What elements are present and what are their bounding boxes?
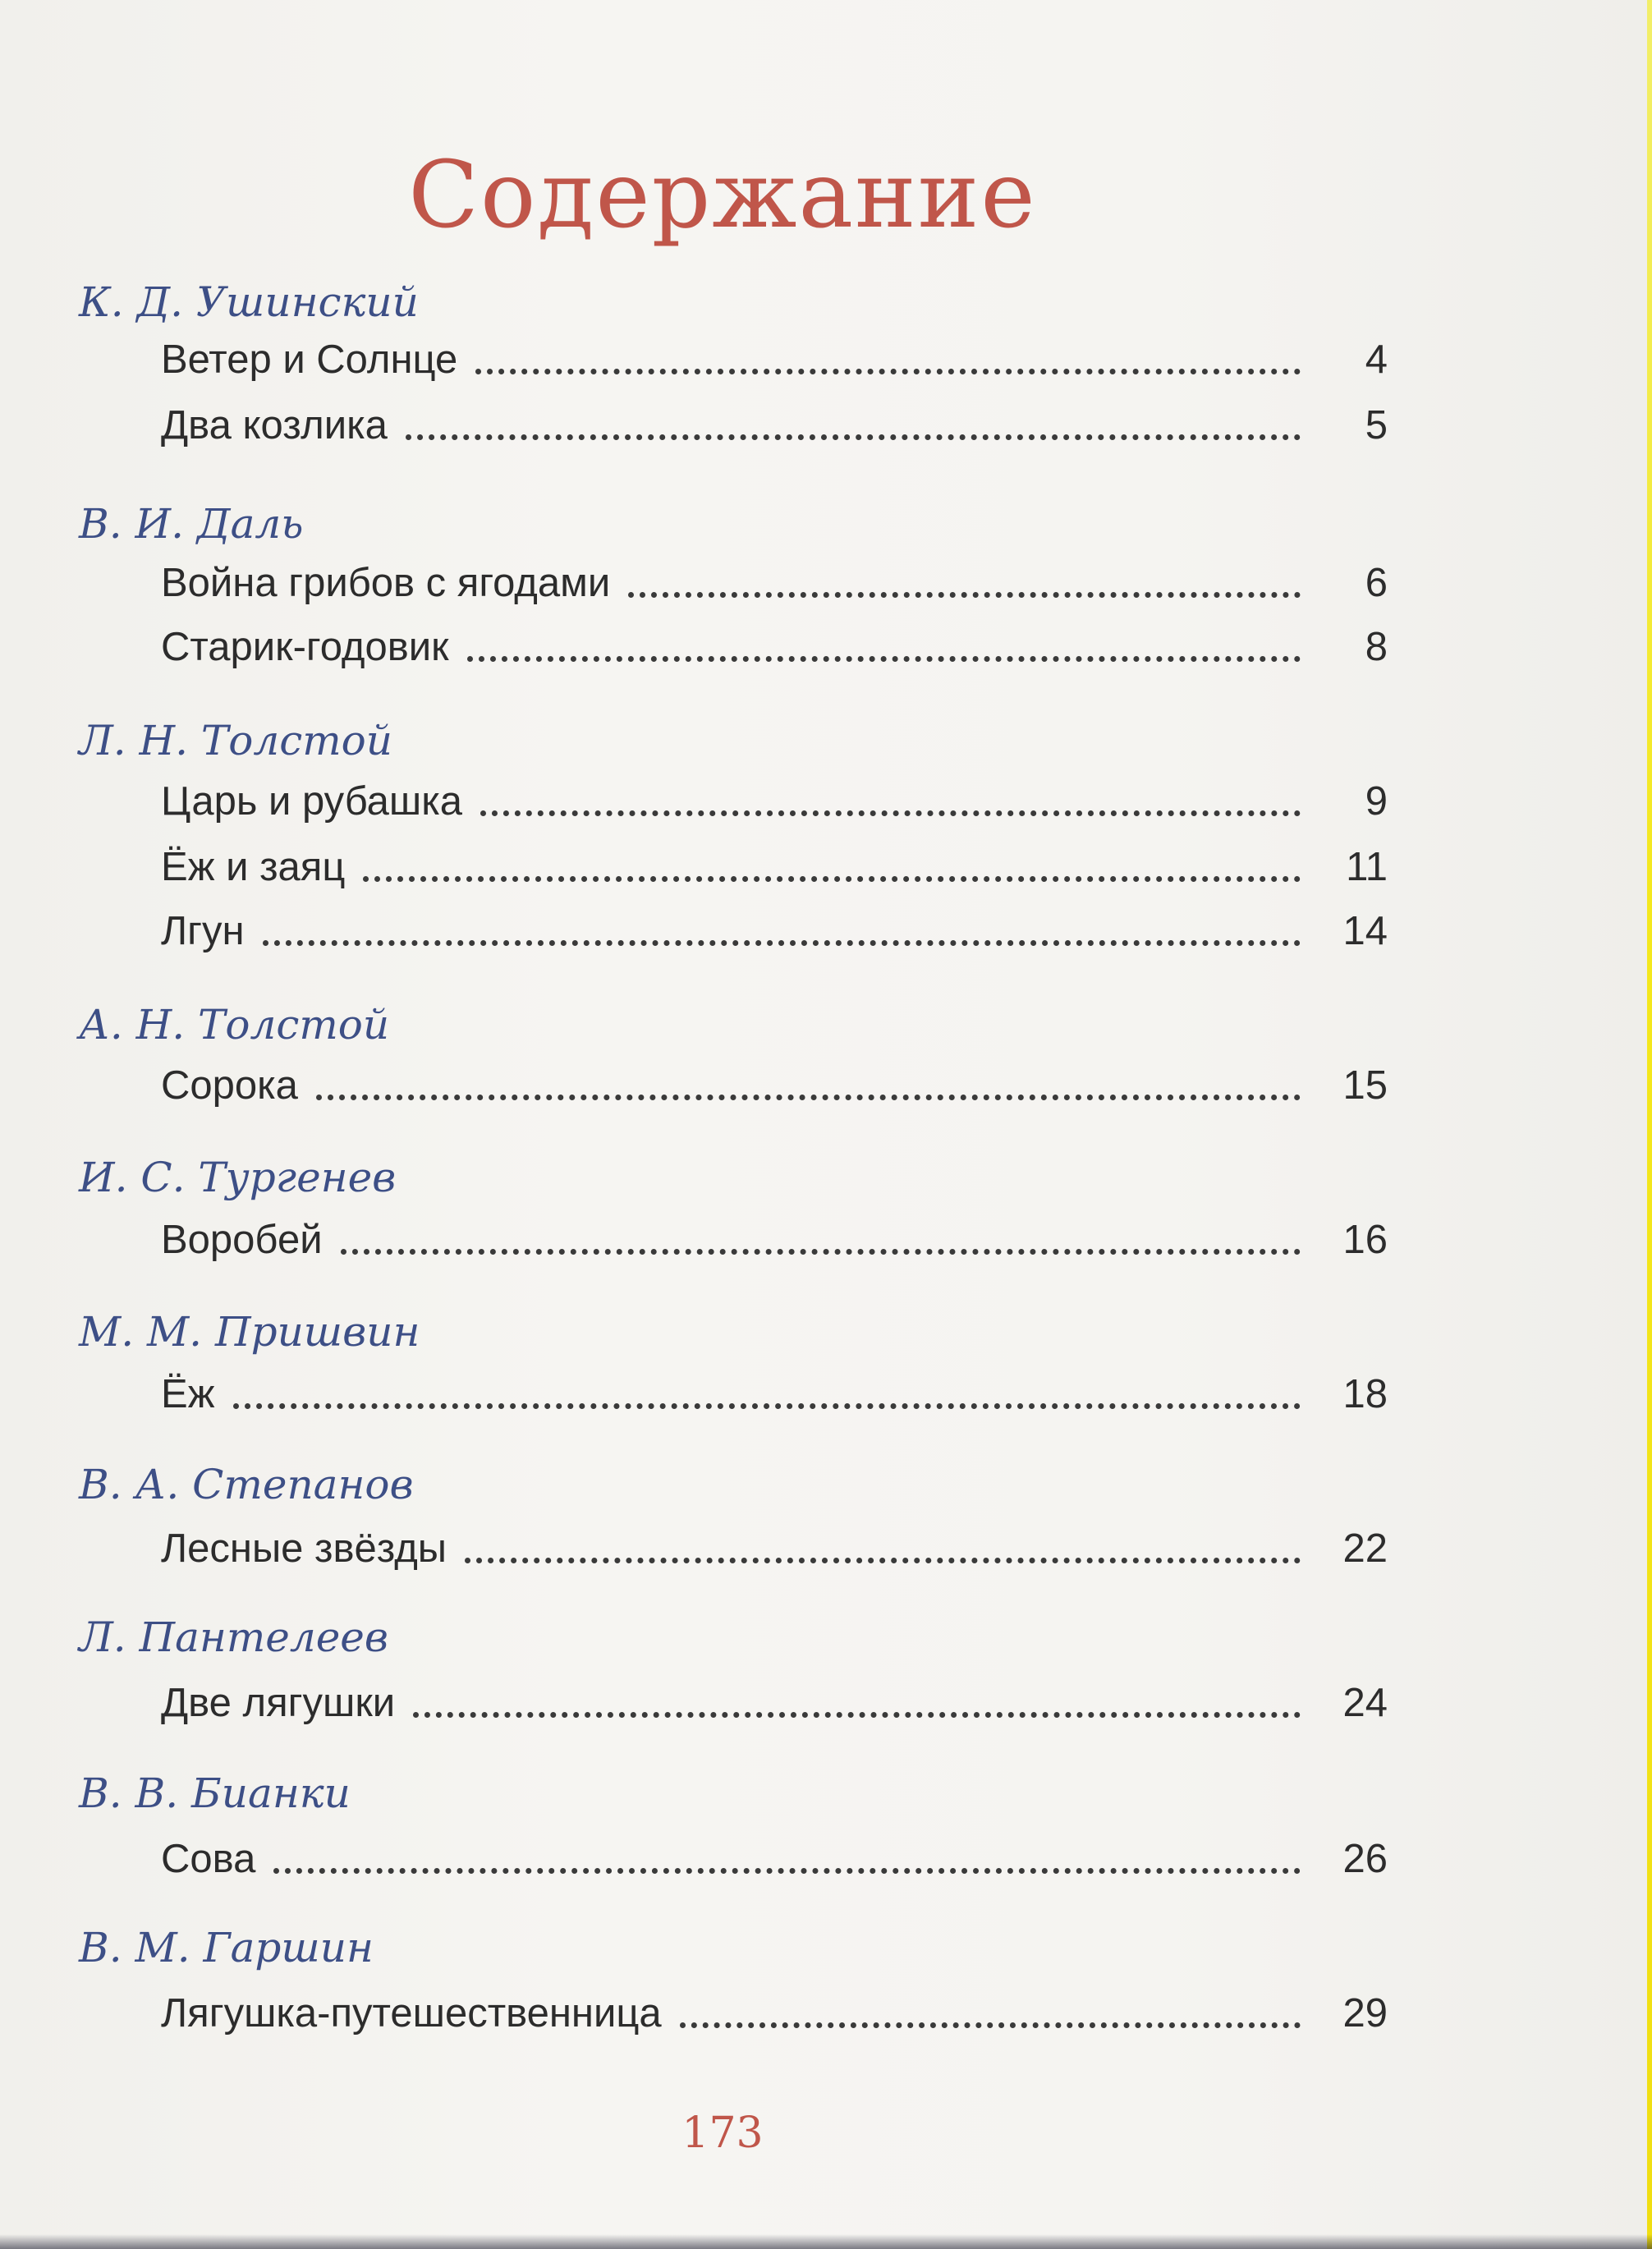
entry-page-number: 6 [1365, 561, 1388, 605]
entry-title: Ёж и заяц [161, 845, 346, 889]
entry-title: Воробей [161, 1218, 323, 1262]
entry-title: Лесные звёзды [161, 1526, 447, 1571]
entry-page-number: 9 [1365, 779, 1388, 824]
entry-page-number: 22 [1342, 1526, 1388, 1571]
toc-entry[interactable] [161, 1833, 1388, 1885]
author-heading: М. М. Пришвин [79, 1308, 420, 1356]
entry-page-number: 4 [1365, 337, 1388, 382]
toc-entry[interactable] [161, 775, 1388, 828]
entry-page-number: 5 [1365, 403, 1388, 448]
entry-page-number: 29 [1342, 1991, 1388, 2036]
dot-leader [341, 1249, 1301, 1255]
dot-leader [233, 1403, 1301, 1409]
author-heading: В. И. Даль [79, 500, 304, 548]
entry-title: Царь и рубашка [161, 779, 462, 824]
dot-leader [628, 592, 1301, 598]
toc-entry[interactable] [161, 1368, 1388, 1421]
toc-entry[interactable] [161, 841, 1388, 893]
entry-title: Лягушка-путешественница [161, 1991, 662, 2036]
entry-page-number: 8 [1365, 625, 1388, 669]
author-heading: А. Н. Толстой [79, 1001, 390, 1049]
entry-title: Два козлика [161, 403, 388, 448]
toc-entry[interactable] [161, 333, 1388, 386]
entry-title: Лгун [161, 909, 245, 953]
toc-entry[interactable] [161, 1522, 1388, 1575]
entry-title: Две лягушки [161, 1681, 396, 1725]
entry-title: Война грибов с ягодами [161, 561, 611, 605]
author-heading: Л. Пантелеев [79, 1613, 388, 1661]
toc-entry[interactable] [161, 621, 1388, 673]
dot-leader [465, 1558, 1301, 1563]
page-edge-strip [1647, 0, 1652, 2249]
dot-leader [475, 369, 1301, 374]
entry-title: Ветер и Солнце [161, 337, 458, 382]
dot-leader [480, 810, 1301, 816]
entry-page-number: 11 [1346, 845, 1388, 889]
author-heading: И. С. Тургенев [79, 1154, 397, 1201]
entry-page-number: 16 [1342, 1218, 1388, 1262]
entry-title: Сова [161, 1837, 256, 1881]
toc-entry[interactable] [161, 905, 1388, 957]
entry-page-number: 26 [1342, 1837, 1388, 1881]
bottom-shadow [0, 2234, 1652, 2249]
entry-page-number: 18 [1342, 1372, 1388, 1416]
dot-leader [273, 1868, 1301, 1874]
entry-page-number: 14 [1342, 909, 1388, 953]
dot-leader [263, 940, 1301, 946]
dot-leader [413, 1712, 1301, 1718]
page-title: Содержание [408, 142, 1037, 249]
toc-entry[interactable] [161, 1677, 1388, 1729]
dot-leader [316, 1095, 1301, 1100]
author-heading: К. Д. Ушинский [79, 278, 419, 326]
entry-page-number: 15 [1342, 1063, 1388, 1108]
toc-entry[interactable] [161, 557, 1388, 609]
author-heading: Л. Н. Толстой [79, 717, 392, 764]
dot-leader [406, 434, 1301, 440]
author-heading: В. А. Степанов [79, 1461, 414, 1508]
page-number: 173 [681, 2109, 764, 2158]
author-heading: В. В. Бианки [79, 1769, 351, 1817]
dot-leader [363, 876, 1301, 882]
dot-leader [680, 2022, 1301, 2028]
entry-page-number: 24 [1342, 1681, 1388, 1725]
entry-title: Сорока [161, 1063, 298, 1108]
toc-entry[interactable] [161, 1987, 1388, 2040]
entry-title: Старик-годовик [161, 625, 449, 669]
toc-entry[interactable] [161, 1059, 1388, 1112]
toc-entry[interactable] [161, 1214, 1388, 1266]
entry-title: Ёж [161, 1372, 215, 1416]
toc-entry[interactable] [161, 399, 1388, 452]
dot-leader [467, 656, 1301, 662]
author-heading: В. М. Гаршин [79, 1924, 374, 1971]
